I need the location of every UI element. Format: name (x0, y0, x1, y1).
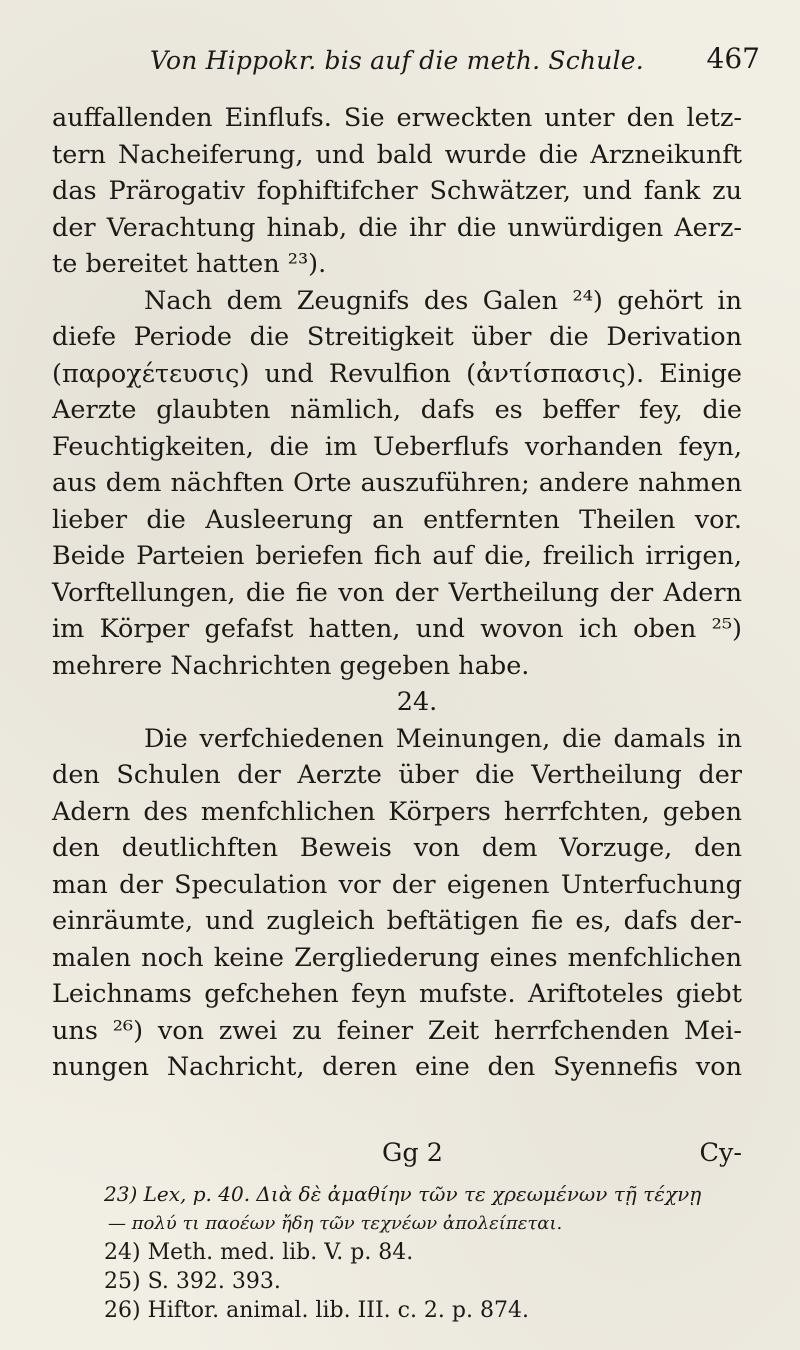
text-line: auffallenden Einflufs. Sie erweckten unter den letz- (52, 103, 742, 133)
running-head: Von Hippokr. bis auf die meth. Schule. (150, 46, 644, 75)
text-line: man der Speculation vor der eigenen Unterfuchung (52, 869, 742, 900)
page-footer-catchwords (52, 1138, 742, 1174)
text-line: aus dem nächften Orte auszuführen; andere nahmen (52, 468, 742, 498)
page-header (150, 42, 760, 86)
text-line: den Schulen der Aerzte über die Vertheilung der (52, 760, 742, 790)
text-line: den deutlichften Beweis von dem Vorzuge, den (52, 833, 742, 863)
text-line: Nach dem Zeugnifs des Galen ²⁴) gehört in (144, 285, 742, 316)
text-line: Leichnams gefchehen feyn mufste. Ariftoteles giebt (52, 979, 742, 1009)
footnote: 26) Hiftor. animal. lib. III. c. 2. p. 874. (104, 1298, 529, 1323)
text-line: nungen Nachricht, deren eine den Syennefis von (52, 1052, 742, 1082)
text-line: diefe Periode die Streitigkeit über die Derivation (52, 322, 742, 352)
section-number: 24. (396, 687, 438, 717)
footnote-continuation: — πολύ τι παοέων ἤδη τῶν τεχνέων ἀπολείπεται. (108, 1213, 563, 1234)
text-line: der Verachtung hinab, die ihr die unwürdigen Aerz- (52, 212, 742, 243)
text-line: Vorftellungen, die fie von der Vertheilung der Adern (52, 577, 742, 608)
footnote: 23) Lex, p. 40. Διὰ δὲ ἀμαθίην τῶν τε χρεωμένων τῇ τέχνῃ (104, 1182, 702, 1206)
text-line: tern Nacheiferung, und bald wurde die Arzneikunft (52, 139, 742, 170)
text-line: Beide Parteien beriefen fich auf die, freilich irrigen, (52, 541, 742, 571)
text-line: te bereitet hatten ²³). (52, 249, 327, 279)
text-line: einräumte, und zugleich beftätigen fie es, dafs der- (52, 906, 742, 936)
page-number: 467 (706, 42, 760, 75)
text-line: das Prärogativ fophiftifcher Schwätzer, und fank zu (52, 176, 742, 206)
footnote: 25) S. 392. 393. (104, 1269, 281, 1294)
footnote: 24) Meth. med. lib. V. p. 84. (104, 1240, 414, 1265)
signature-mark: Gg 2 (382, 1138, 444, 1168)
text-line: lieber die Ausleerung an entfernten Theilen vor. (52, 504, 742, 535)
footnotes (104, 1180, 754, 1325)
text-line: Aerzte glaubten nämlich, dafs es beffer fey, die (52, 395, 742, 425)
text-line: uns ²⁶) von zwei zu feiner Zeit herrfchenden Mei- (52, 1015, 742, 1046)
text-line: (παρoχέτευσις) und Revulfion (ἀντίσπασις). Einige (52, 358, 742, 389)
text-line: im Körper gefafst hatten, und wovon ich oben ²⁵) (52, 614, 742, 644)
text-line: Feuchtigkeiten, die im Ueberflufs vorhanden feyn, (52, 431, 742, 462)
text-line: malen noch keine Zergliederung eines menfchlichen (52, 942, 742, 973)
text-line: Die verfchiedenen Meinungen, die damals in (144, 723, 742, 754)
text-line: mehrere Nachrichten gegeben habe. (52, 650, 530, 681)
text-line: Adern des menfchlichen Körpers herrfchten, geben (52, 796, 742, 827)
catchword: Cy- (699, 1138, 742, 1168)
body-text (52, 100, 742, 1086)
